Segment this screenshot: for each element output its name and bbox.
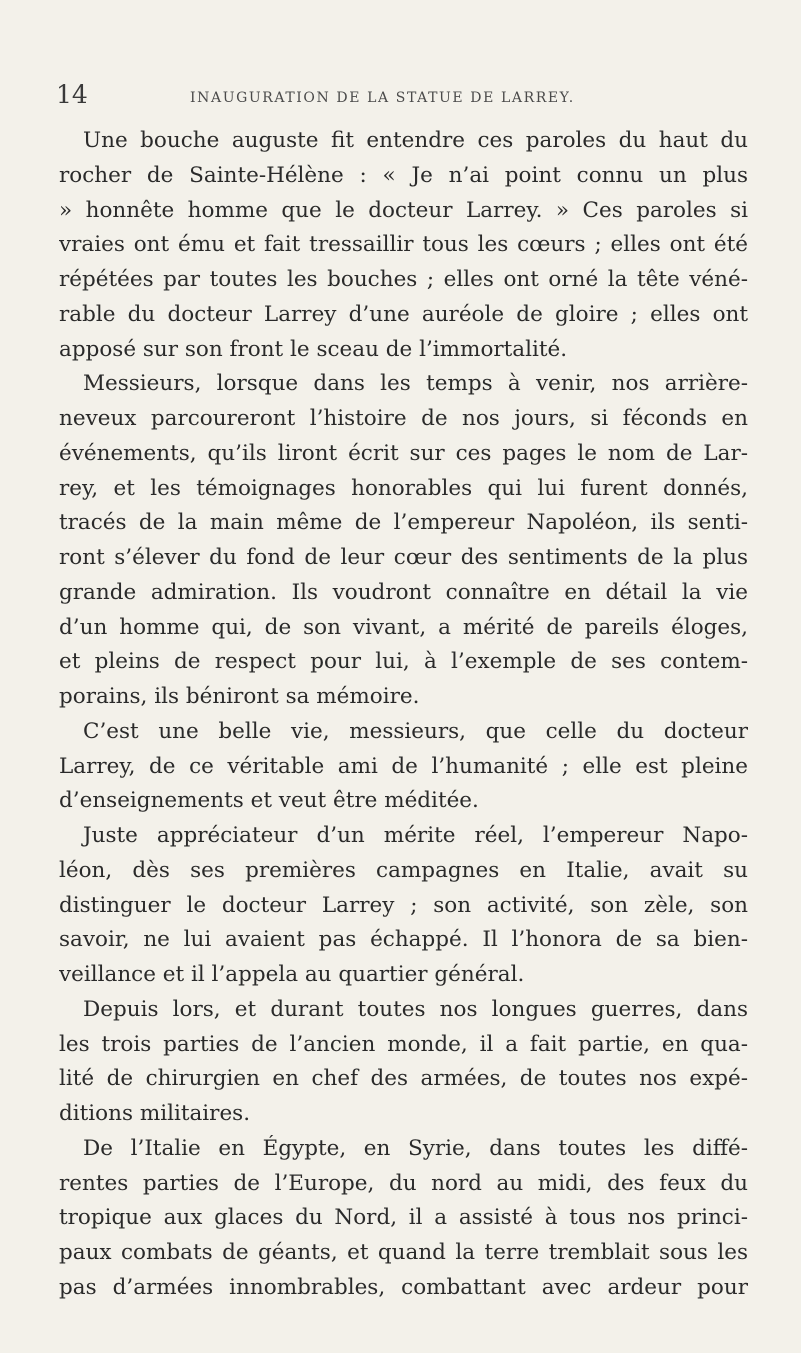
text-line: lité de chirurgien en chef des armées, de toutes nos expé- [59,1066,748,1092]
page-number: 14 [56,80,88,109]
text-line: pas d’armées innombrables, combattant avec ardeur pour [59,1274,748,1300]
text-line: apposé sur son front le sceau de l’immortalité. [59,336,568,362]
body-text [59,124,748,1306]
text-line: rentes parties de l’Europe, du nord au midi, des feux du [59,1170,748,1196]
text-line: savoir, ne lui avaient pas échappé. Il l’honora de sa bien- [59,927,748,953]
text-line: porains, ils béniront sa mémoire. [59,684,420,709]
text-line: Messieurs, lorsque dans les temps à venir, nos arrière- [83,371,748,397]
running-head: INAUGURATION DE LA STATUE DE LARREY. [190,90,575,106]
text-line: événements, qu’ils liront écrit sur ces pages le nom de Lar- [59,440,748,466]
text-line: neveux parcoureront l’histoire de nos jours, si féconds en [59,406,748,431]
text-line: les trois parties de l’ancien monde, il a fait partie, en qua- [59,1031,748,1057]
text-line: d’un homme qui, de son vivant, a mérité de pareils éloges, [59,614,748,640]
text-line: et pleins de respect pour lui, à l’exemple de ses contem- [59,649,748,675]
text-line: répétées par toutes les bouches ; elles ont orné la tête véné- [59,267,748,292]
text-line: grande admiration. Ils voudront connaître en détail la vie [59,579,748,605]
page-header [56,80,761,110]
text-line: rocher de Sainte-Hélène : « Je n’ai point connu un plus [59,162,748,188]
text-line: veillance et il l’appela au quartier général. [59,962,525,987]
text-line: C’est une belle vie, messieurs, que celle du docteur [83,718,748,744]
text-line: Une bouche auguste fit entendre ces paroles du haut du [83,128,748,153]
text-line: Depuis lors, et durant toutes nos longues guerres, dans [83,996,748,1022]
text-line: ditions militaires. [59,1101,251,1126]
text-line: tropique aux glaces du Nord, il a assisté à tous nos princi- [59,1205,748,1231]
text-line: vraies ont ému et fait tressaillir tous les cœurs ; elles ont été [59,232,748,258]
text-line: Juste appréciateur d’un mérite réel, l’empereur Napo- [83,823,748,848]
text-line: rable du docteur Larrey d’une auréole de gloire ; elles ont [59,301,748,327]
text-line: De l’Italie en Égypte, en Syrie, dans toutes les diffé- [83,1135,748,1161]
text-line: » honnête homme que le docteur Larrey. » Ces paroles si [59,197,748,223]
text-line: rey, et les témoignages honorables qui lui furent donnés, [59,475,748,501]
text-line: ront s’élever du fond de leur cœur des sentiments de la plus [59,545,748,570]
text-line: léon, dès ses premières campagnes en Italie, avait su [59,857,748,883]
text-line: d’enseignements et veut être méditée. [59,788,479,814]
text-line: Larrey, de ce véritable ami de l’humanité ; elle est pleine [59,753,748,779]
text-line: paux combats de géants, et quand la terre tremblait sous les [59,1240,748,1265]
text-line: tracés de la main même de l’empereur Napoléon, ils senti- [59,510,748,536]
text-line: distinguer le docteur Larrey ; son activité, son zèle, son [59,892,748,918]
